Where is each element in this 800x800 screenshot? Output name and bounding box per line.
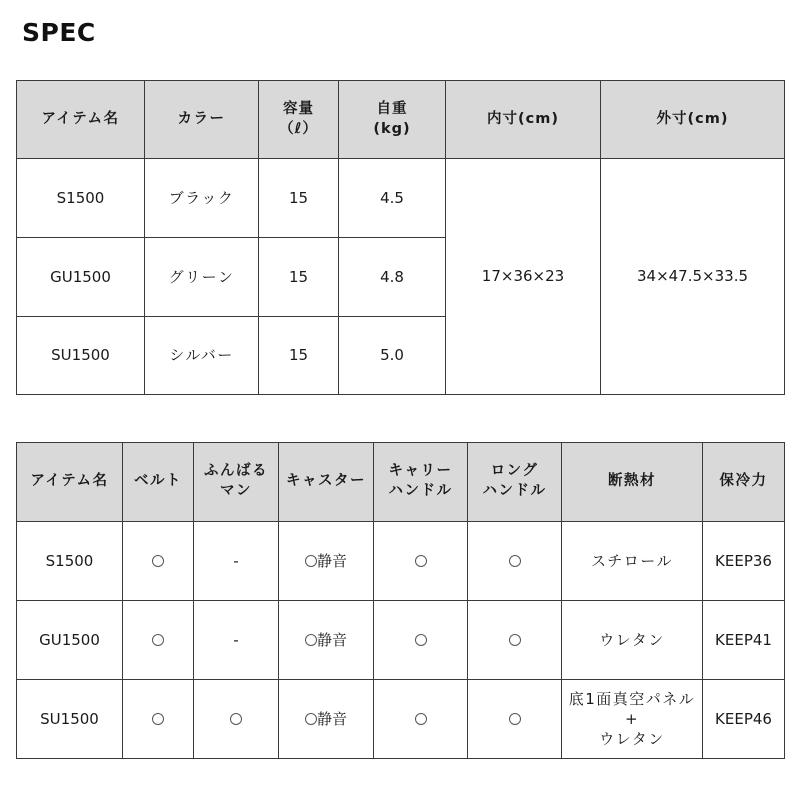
circle-mark-icon <box>152 713 164 725</box>
weight-value: 4.8 <box>339 238 446 317</box>
inner-size-value: 17×36×23 <box>446 159 601 395</box>
long-handle-mark <box>468 680 562 759</box>
spec-header-row <box>17 81 785 159</box>
item-name: GU1500 <box>17 238 145 317</box>
header-color: カラー <box>145 81 259 159</box>
circle-mark-icon <box>305 555 317 567</box>
circle-mark-icon <box>415 713 427 725</box>
caster-value <box>279 522 374 601</box>
table-row <box>17 159 785 238</box>
caster-label: 静音 <box>316 709 347 728</box>
insulation-value: ウレタン <box>562 601 703 680</box>
page-title: SPEC <box>22 18 96 47</box>
header-item-name: アイテム名 <box>17 81 145 159</box>
capacity-value: 15 <box>259 317 339 395</box>
feature-table <box>16 442 785 759</box>
table-row <box>17 522 785 601</box>
capacity-value: 15 <box>259 238 339 317</box>
header-outer-size: 外寸(cm) <box>601 81 785 159</box>
header-weight: 自重 (kg) <box>339 81 446 159</box>
caster-label: 静音 <box>316 551 347 570</box>
item-name: SU1500 <box>17 317 145 395</box>
circle-mark-icon <box>305 634 317 646</box>
item-name: GU1500 <box>17 601 123 680</box>
long-handle-mark <box>468 522 562 601</box>
long-handle-mark <box>468 601 562 680</box>
header-funbaru-man: ふんばる マン <box>194 443 279 522</box>
belt-mark <box>123 522 194 601</box>
circle-mark-icon <box>415 634 427 646</box>
header-long-handle: ロング ハンドル <box>468 443 562 522</box>
weight-value: 5.0 <box>339 317 446 395</box>
circle-mark-icon <box>305 713 317 725</box>
caster-value <box>279 601 374 680</box>
feature-header-row <box>17 443 785 522</box>
item-name: S1500 <box>17 159 145 238</box>
caster-value <box>279 680 374 759</box>
item-name: SU1500 <box>17 680 123 759</box>
weight-value: 4.5 <box>339 159 446 238</box>
color-value: ブラック <box>145 159 259 238</box>
circle-mark-icon <box>509 555 521 567</box>
capacity-value: 15 <box>259 159 339 238</box>
circle-mark-icon <box>415 555 427 567</box>
table-row <box>17 680 785 759</box>
keep-value: KEEP41 <box>703 601 785 680</box>
circle-mark-icon <box>152 634 164 646</box>
color-value: シルバー <box>145 317 259 395</box>
header-capacity: 容量 （ℓ） <box>259 81 339 159</box>
keep-value: KEEP36 <box>703 522 785 601</box>
header-inner-size: 内寸(cm) <box>446 81 601 159</box>
header-caster: キャスター <box>279 443 374 522</box>
caster-label: 静音 <box>316 630 347 649</box>
carry-handle-mark <box>374 601 468 680</box>
carry-handle-mark <box>374 522 468 601</box>
circle-mark-icon <box>509 713 521 725</box>
insulation-value: 底1面真空パネル + ウレタン <box>562 680 703 759</box>
funbaru-value: - <box>194 522 279 601</box>
circle-mark-icon <box>509 634 521 646</box>
insulation-value: スチロール <box>562 522 703 601</box>
circle-mark-icon <box>230 713 242 725</box>
circle-mark-icon <box>152 555 164 567</box>
belt-mark <box>123 601 194 680</box>
spec-table <box>16 80 785 395</box>
carry-handle-mark <box>374 680 468 759</box>
header-item-name: アイテム名 <box>17 443 123 522</box>
color-value: グリーン <box>145 238 259 317</box>
belt-mark <box>123 680 194 759</box>
item-name: S1500 <box>17 522 123 601</box>
funbaru-mark <box>194 680 279 759</box>
table-row <box>17 601 785 680</box>
header-carry-handle: キャリー ハンドル <box>374 443 468 522</box>
outer-size-value: 34×47.5×33.5 <box>601 159 785 395</box>
header-insulation: 断熱材 <box>562 443 703 522</box>
funbaru-value: - <box>194 601 279 680</box>
header-keep-power: 保冷力 <box>703 443 785 522</box>
keep-value: KEEP46 <box>703 680 785 759</box>
header-belt: ベルト <box>123 443 194 522</box>
